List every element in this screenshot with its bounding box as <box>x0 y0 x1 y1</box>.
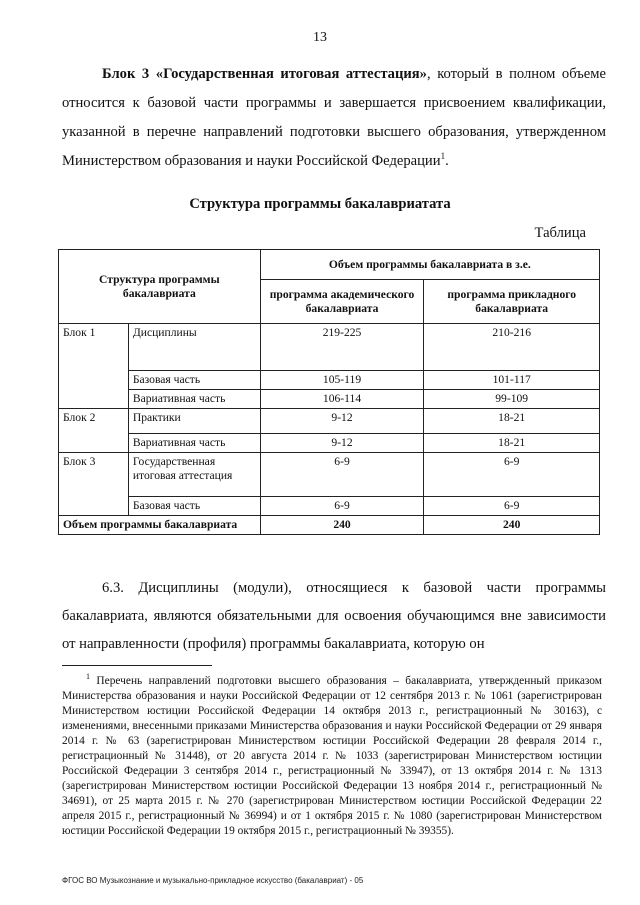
footnote-divider <box>62 665 212 666</box>
row-block: Блок 1 <box>59 324 129 371</box>
row-academic: 106-114 <box>260 390 424 409</box>
row-block <box>59 434 129 453</box>
section-6-3-paragraph: 6.3. Дисциплины (модули), относящиеся к базовой части программы бакалавриата, являются обязательными для освоения обучающимся вне зависимости от направленности (профиля) программы бакалавриата, которую он <box>62 580 606 652</box>
row-block <box>59 497 129 516</box>
row-block <box>59 371 129 390</box>
table-row <box>59 371 600 390</box>
footnote-number: 1 <box>86 672 90 681</box>
row-applied: 101-117 <box>424 371 600 390</box>
structure-title: Структура программы бакалавриатата <box>189 196 451 212</box>
header-applied: программа прикладного бакалавриата <box>424 280 600 324</box>
table-row <box>59 497 600 516</box>
row-applied: 18-21 <box>424 434 600 453</box>
table-label: Таблица <box>534 225 586 241</box>
row-academic: 6-9 <box>260 453 424 497</box>
row-name: Вариативная часть <box>128 434 260 453</box>
table-row <box>59 453 600 497</box>
table-row <box>59 324 600 371</box>
total-label: Объем программы бакалавриата <box>59 516 261 535</box>
structure-table <box>58 249 600 535</box>
intro-text: , который в полном объеме относится к базовой части программы и завершается присвоением квалификации, указанной в перечне направлений подготовки высшего образования, утвержденном Министерством образования и науки Российской Федерации <box>62 66 606 169</box>
row-name: Базовая часть <box>128 497 260 516</box>
table-row <box>59 434 600 453</box>
row-block: Блок 3 <box>59 453 129 497</box>
header-volume: Объем программы бакалавриата в з.е. <box>260 250 599 280</box>
row-applied: 99-109 <box>424 390 600 409</box>
total-applied: 240 <box>424 516 600 535</box>
footnote <box>62 669 602 839</box>
row-name: Государственная итоговая аттестация <box>128 453 260 497</box>
footnote-text: Перечень направлений подготовки высшего образования – бакалавриата, утвержденный приказом Министерства образования и науки Российской Федерации от 12 сентября 2013 г. № 1061 (зарегистрирован Министерством юстиции Российской Федерации 14 октября 2013 г., регистрационный № 30163), с изменениями, внесенными приказами Министерства образования и науки Российской Федерации от 29 января 2014 г. № 63 (зарегистрирован Министерством юстиции Российской Федерации 28 февраля 2014 г., регистрационный № 31448), от 20 августа 2014 г. № 1033 (зарегистрирован Министерством юстиции Российской Федерации 3 сентября 2014 г., регистрационный № 33947), от 13 октября 2014 г. № 1313 (зарегистрирован Министерством юстиции Российской Федерации 13 ноября 2014 г., регистрационный № 34691), от 25 марта 2015 г. № 270 (зарегистрирован Министерством юстиции Российской Федерации 22 апреля 2015 г., регистрационный № 36994) и от 1 октября 2015 г. № 1080 (зарегистрирован Министерством юстиции Российской Федерации 19 октября 2015 г., регистрационный № 39355). <box>62 674 602 837</box>
row-name: Вариативная часть <box>128 390 260 409</box>
row-academic: 105-119 <box>260 371 424 390</box>
total-academic: 240 <box>260 516 424 535</box>
row-applied: 210-216 <box>424 324 600 371</box>
row-name: Дисциплины <box>128 324 260 371</box>
table-row <box>59 390 600 409</box>
header-academic: программа академического бакалавриата <box>260 280 424 324</box>
row-block <box>59 390 129 409</box>
table-row <box>59 409 600 434</box>
row-name: Практики <box>128 409 260 434</box>
footnote-ref: 1 <box>440 151 446 162</box>
row-block: Блок 2 <box>59 409 129 434</box>
row-academic: 6-9 <box>260 497 424 516</box>
table-total-row <box>59 516 600 535</box>
row-academic: 219-225 <box>260 324 424 371</box>
row-applied: 6-9 <box>424 497 600 516</box>
header-structure: Структура программы бакалавриата <box>59 250 261 324</box>
row-name: Базовая часть <box>128 371 260 390</box>
row-academic: 9-12 <box>260 409 424 434</box>
intro-bold: Блок 3 «Государственная итоговая аттестация» <box>102 66 427 82</box>
row-academic: 9-12 <box>260 434 424 453</box>
page-number: 13 <box>313 30 327 45</box>
page-footer: ФГОС ВО Музыкознание и музыкально-прикладное искусство (бакалавриат) - 05 <box>62 876 364 885</box>
intro-paragraph <box>62 60 606 176</box>
row-applied: 18-21 <box>424 409 600 434</box>
row-applied: 6-9 <box>424 453 600 497</box>
intro-end: . <box>445 153 449 169</box>
